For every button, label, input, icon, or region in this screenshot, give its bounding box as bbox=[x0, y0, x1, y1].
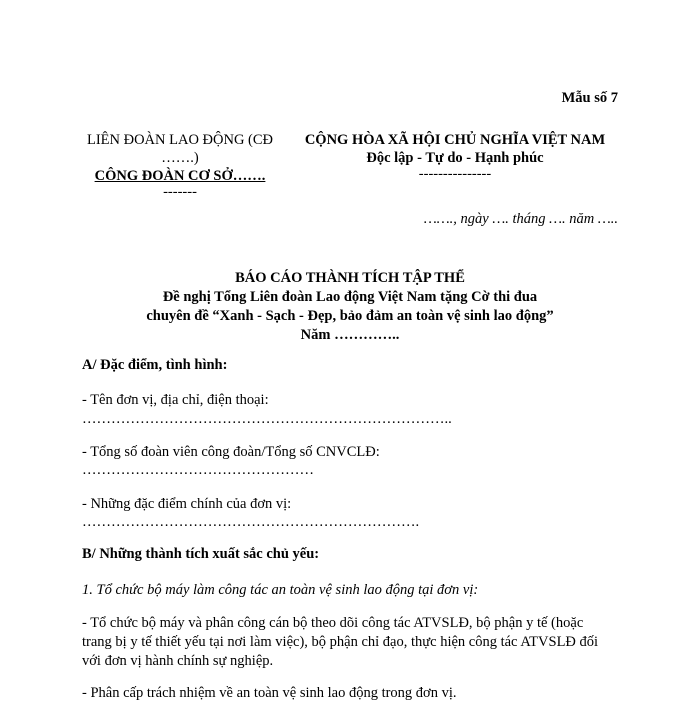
report-title: BÁO CÁO THÀNH TÍCH TẬP THỂ bbox=[235, 270, 465, 286]
form-number: Mẫu số 7 bbox=[561, 90, 618, 106]
date-line: ……., ngày …. tháng …. năm ….. bbox=[423, 211, 618, 227]
paragraph-1-line-3: với đơn vị hành chính sự nghiệp. bbox=[82, 653, 274, 669]
org-name-line2: …….) bbox=[161, 150, 199, 166]
national-motto: Độc lập - Tự do - Hạnh phúc bbox=[366, 150, 544, 166]
country-name: CỘNG HÒA XÃ HỘI CHỦ NGHĨA VIỆT NAM bbox=[304, 132, 606, 148]
unit-features-label: - Những đặc điểm chính của đơn vị: bbox=[82, 496, 292, 512]
paragraph-1-line-1: - Tổ chức bộ máy và phân công cán bộ theo dõi công tác ATVSLĐ, bộ phận y tế (hoặc bbox=[82, 615, 584, 631]
member-count-dots: ………………………………………… bbox=[82, 462, 314, 478]
paragraph-2-line-1: - Phân cấp trách nhiệm về an toàn vệ sinh lao động trong đơn vị. bbox=[82, 685, 457, 701]
section-a-heading: A/ Đặc điểm, tình hình: bbox=[82, 357, 228, 373]
right-header bbox=[290, 131, 620, 181]
left-header bbox=[60, 131, 300, 199]
section-b-subheading-1: 1. Tổ chức bộ máy làm công tác an toàn vệ sinh lao động tại đơn vị: bbox=[82, 582, 479, 598]
unit-features-dots: ……………………………………………………………. bbox=[82, 514, 420, 530]
left-separator: ------- bbox=[163, 184, 197, 200]
unit-info-dots: ………………………………………………………………….. bbox=[82, 411, 452, 427]
base-union-name: CÔNG ĐOÀN CƠ SỞ……. bbox=[94, 168, 266, 184]
org-name-line1: LIÊN ĐOÀN LAO ĐỘNG (CĐ bbox=[86, 132, 274, 148]
unit-info-label: - Tên đơn vị, địa chỉ, điện thoại: bbox=[82, 392, 269, 408]
member-count-label: - Tổng số đoàn viên công đoàn/Tổng số CNVCLĐ: bbox=[82, 444, 380, 460]
paragraph-1-line-2: trang bị y tế thiết yếu tại nơi làm việc), bộ phận chỉ đạo, thực hiện công tác ATVSLĐ đối bbox=[82, 634, 599, 650]
report-year: Năm ………….. bbox=[300, 327, 400, 343]
report-subtitle-line1: Đề nghị Tổng Liên đoàn Lao động Việt Nam tặng Cờ thi đua bbox=[162, 289, 538, 305]
right-separator: --------------- bbox=[418, 166, 492, 182]
report-title-block bbox=[60, 269, 640, 345]
section-b-heading: B/ Những thành tích xuất sắc chủ yếu: bbox=[82, 546, 320, 562]
report-subtitle-line2: chuyên đề “Xanh - Sạch - Đẹp, bảo đảm an toàn vệ sinh lao động” bbox=[146, 308, 554, 324]
